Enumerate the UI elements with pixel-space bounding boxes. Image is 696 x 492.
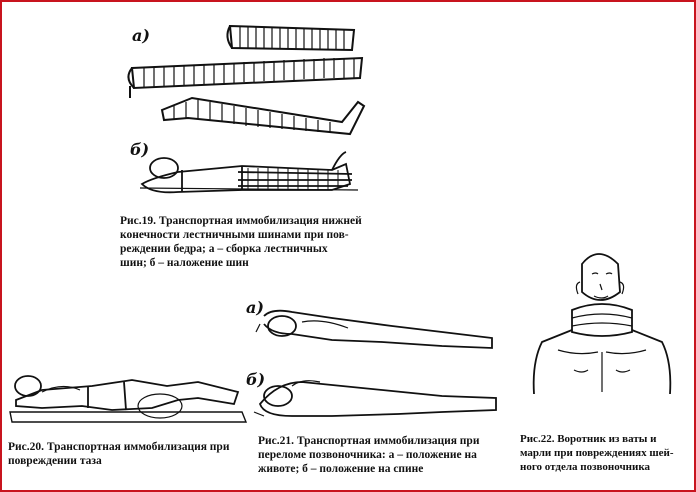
patient-splinted-icon — [140, 152, 358, 192]
fig21-label-b: б) — [246, 370, 266, 389]
fig21-caption-line: переломе позвоночника: а – положение на — [258, 449, 477, 461]
fig21-caption — [258, 434, 479, 476]
fig22-caption — [520, 432, 674, 474]
fig19-caption-line: конечности лестничными шинами при пов- — [120, 229, 349, 241]
fig21-label-a: а) — [246, 298, 264, 317]
patient-supine-icon — [254, 381, 496, 416]
fig22-caption-line: Рис.22. Воротник из ваты и — [520, 433, 657, 445]
fig19-caption-line: реждении бедра; а – сборка лестничных — [120, 243, 328, 255]
fig19-label-a: а) — [132, 26, 150, 45]
fig22-caption-line: ного отдела позвоночника — [520, 461, 651, 473]
patient-pelvis-icon — [10, 376, 246, 422]
fig20-caption-line: Рис.20. Транспортная иммобилизация при — [8, 441, 230, 453]
fig21-caption-line: Рис.21. Транспортная иммобилизация при — [258, 435, 480, 447]
fig22-caption-line: марли при повреждениях шей- — [520, 447, 674, 459]
fig19-caption — [120, 214, 362, 270]
fig21-caption-line: животе; б – положение на спине — [258, 463, 424, 475]
fig19-caption-line: Рис.19. Транспортная иммобилизация нижней — [120, 215, 362, 227]
fig19-label-b: б) — [130, 140, 150, 159]
fig20-caption — [8, 440, 229, 468]
neck-collar-icon — [534, 254, 671, 394]
patient-prone-icon — [256, 311, 492, 348]
fig19-caption-line: шин; б – наложение шин — [120, 257, 249, 269]
fig20-caption-line: повреждении таза — [8, 455, 102, 467]
